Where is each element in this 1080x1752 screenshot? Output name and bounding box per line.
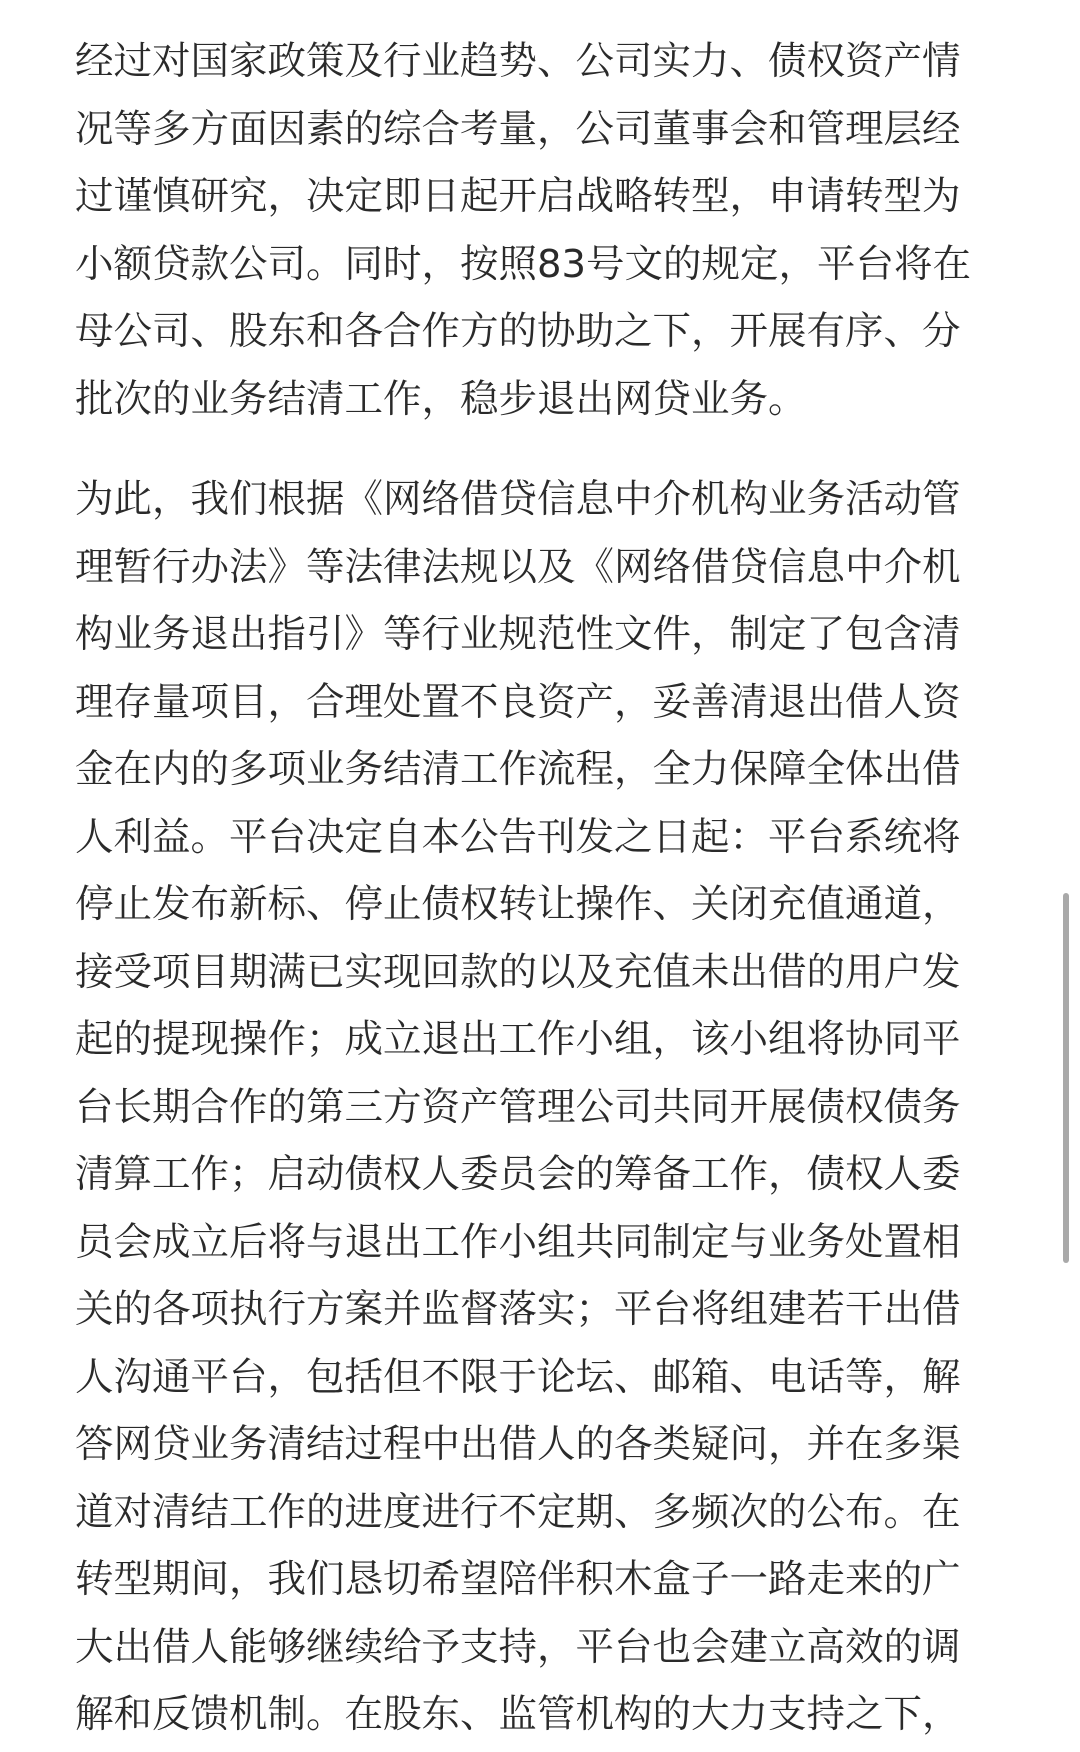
text-line: 转型期间，我们恳切希望陪伴积木盒子一路走来的广 xyxy=(75,1557,961,1602)
text-line: 清算工作；启动债权人委员会的筹备工作，债权人委 xyxy=(75,1152,961,1197)
text-line: 小额贷款公司。同时，按照83号文的规定，平台将在 xyxy=(75,241,971,287)
text-line: 理暂行办法》等法律法规以及《网络借贷信息中介机 xyxy=(75,544,961,590)
text-line: 过谨慎研究，决定即日起开启战略转型，申请转型为 xyxy=(75,174,961,219)
text-line: 人沟通平台，包括但不限于论坛、邮箱、电话等，解 xyxy=(75,1354,961,1400)
text-line: 为此，我们根据《网络借贷信息中介机构业务活动管 xyxy=(75,477,961,522)
text-line: 批次的业务结清工作，稳步退出网贷业务。 xyxy=(75,376,807,422)
article-paragraph-1 xyxy=(75,28,987,433)
vertical-scrollbar[interactable] xyxy=(1063,893,1069,1263)
text-line: 金在内的多项业务结清工作流程，全力保障全体出借 xyxy=(75,747,961,792)
text-line: 台长期合作的第三方资产管理公司共同开展债权债务 xyxy=(75,1084,961,1130)
text-line: 起的提现操作；成立退出工作小组，该小组将协同平 xyxy=(75,1017,961,1062)
text-line: 员会成立后将与退出工作小组共同制定与业务处置相 xyxy=(75,1219,961,1265)
text-line: 答网贷业务清结过程中出借人的各类疑问，并在多渠 xyxy=(75,1422,961,1467)
text-line: 关的各项执行方案并监督落实；平台将组建若干出借 xyxy=(75,1287,961,1332)
text-line: 况等多方面因素的综合考量，公司董事会和管理层经 xyxy=(75,106,961,152)
text-line: 构业务退出指引》等行业规范性文件，制定了包含清 xyxy=(75,612,961,657)
article-paragraph-2 xyxy=(75,466,987,1749)
text-line: 母公司、股东和各合作方的协助之下，开展有序、分 xyxy=(75,309,961,354)
text-line: 停止发布新标、停止债权转让操作、关闭充值通道， xyxy=(75,882,961,927)
text-line: 经过对国家政策及行业趋势、公司实力、债权资产情 xyxy=(75,39,961,84)
article-body xyxy=(75,28,987,1749)
text-line: 理存量项目，合理处置不良资产，妥善清退出借人资 xyxy=(75,679,961,725)
text-line: 道对清结工作的进度进行不定期、多频次的公布。在 xyxy=(75,1489,961,1535)
text-line: 人利益。平台决定自本公告刊发之日起：平台系统将 xyxy=(75,814,961,860)
text-line: 大出借人能够继续给予支持，平台也会建立高效的调 xyxy=(75,1624,961,1670)
text-line: 接受项目期满已实现回款的以及充值未出借的用户发 xyxy=(75,949,961,995)
text-line: 解和反馈机制。在股东、监管机构的大力支持之下， xyxy=(75,1692,961,1737)
